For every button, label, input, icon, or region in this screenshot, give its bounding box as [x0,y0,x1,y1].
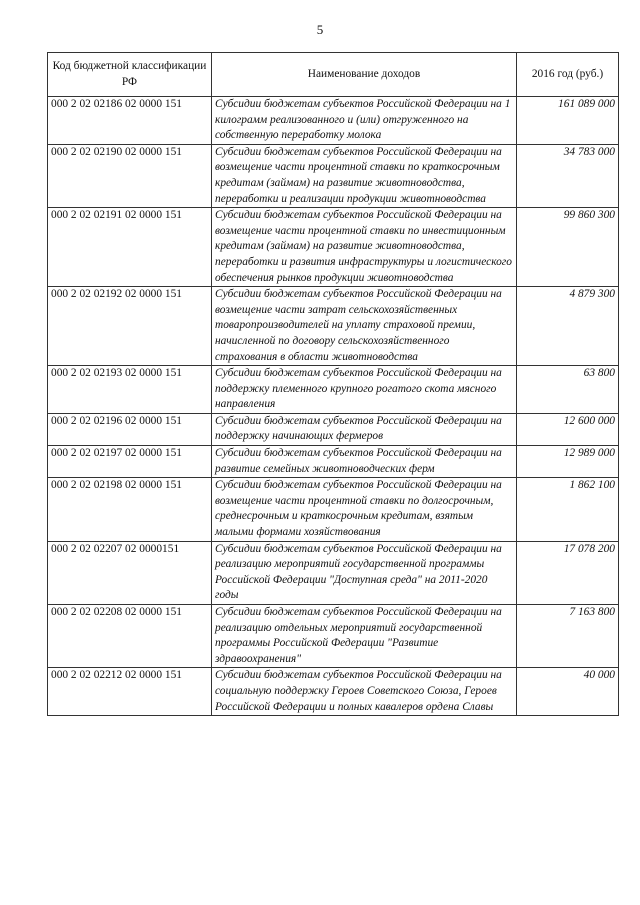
row-amount: 40 000 [517,668,619,716]
row-name: Субсидии бюджетам субъектов Российской Федерации на возмещение части процентной ставки по долгосрочным, среднесрочным и краткосрочным кредитам, взятым малыми формами хозяйствования [212,478,517,541]
page-number: 5 [316,22,324,37]
row-amount: 4 879 300 [517,287,619,366]
row-code: 000 2 02 02192 02 0000 151 [48,287,212,366]
table-row [48,668,619,716]
row-code: 000 2 02 02198 02 0000 151 [48,478,212,541]
table-row [48,287,619,366]
table-row [48,605,619,668]
row-code: 000 2 02 02208 02 0000 151 [48,605,212,668]
row-amount: 12 600 000 [517,413,619,445]
row-amount: 161 089 000 [517,97,619,145]
row-amount: 34 783 000 [517,144,619,207]
row-code: 000 2 02 02193 02 0000 151 [48,366,212,414]
row-code: 000 2 02 02186 02 0000 151 [48,97,212,145]
table-row [48,541,619,604]
row-amount: 7 163 800 [517,605,619,668]
header-name: Наименование доходов [212,53,517,97]
header-code: Код бюджетной классификации РФ [48,53,212,97]
row-code: 000 2 02 02212 02 0000 151 [48,668,212,716]
row-name: Субсидии бюджетам субъектов Российской Федерации на реализацию мероприятий государственной программы Российской Федерации "Доступная среда" на 2011-2020 годы [212,541,517,604]
table-row [48,144,619,207]
row-name: Субсидии бюджетам субъектов Российской Федерации на реализацию отдельных мероприятий государственной программы Российской Федерации "Развитие здравоохранения" [212,605,517,668]
table-header-row [48,53,619,97]
row-code: 000 2 02 02191 02 0000 151 [48,208,212,287]
row-amount: 17 078 200 [517,541,619,604]
row-amount: 12 989 000 [517,446,619,478]
revenue-table [47,52,619,716]
row-name: Субсидии бюджетам субъектов Российской Федерации на возмещение части процентной ставки по инвестиционным кредитам (займам) на развитие животноводства, переработки и развития инфраструктуры и логистического обеспечения рынков продукции животноводства [212,208,517,287]
row-name: Субсидии бюджетам субъектов Российской Федерации на возмещение части процентной ставки по краткосрочным кредитам (займам) на развитие животноводства, переработки и реализации продукции животноводства [212,144,517,207]
header-amount: 2016 год (руб.) [517,53,619,97]
row-code: 000 2 02 02207 02 0000151 [48,541,212,604]
row-name: Субсидии бюджетам субъектов Российской Федерации на возмещение части затрат сельскохозяйственных товаропроизводителей на уплату страховой премии, начисленной по договору сельскохозяйственного страхования в области животноводства [212,287,517,366]
table-row [48,446,619,478]
row-name: Субсидии бюджетам субъектов Российской Федерации на поддержку начинающих фермеров [212,413,517,445]
row-code: 000 2 02 02196 02 0000 151 [48,413,212,445]
row-code: 000 2 02 02190 02 0000 151 [48,144,212,207]
row-amount: 63 800 [517,366,619,414]
table-row [48,208,619,287]
row-name: Субсидии бюджетам субъектов Российской Федерации на 1 килограмм реализованного и (или) отгруженного на собственную переработку молока [212,97,517,145]
table-row [48,97,619,145]
row-name: Субсидии бюджетам субъектов Российской Федерации на развитие семейных животноводческих ферм [212,446,517,478]
table-row [48,366,619,414]
row-name: Субсидии бюджетам субъектов Российской Федерации на социальную поддержку Героев Советского Союза, Героев Российской Федерации и полных кавалеров ордена Славы [212,668,517,716]
table-row [48,478,619,541]
row-amount: 1 862 100 [517,478,619,541]
row-name: Субсидии бюджетам субъектов Российской Федерации на поддержку племенного крупного рогатого скота мясного направления [212,366,517,414]
row-code: 000 2 02 02197 02 0000 151 [48,446,212,478]
table-row [48,413,619,445]
row-amount: 99 860 300 [517,208,619,287]
